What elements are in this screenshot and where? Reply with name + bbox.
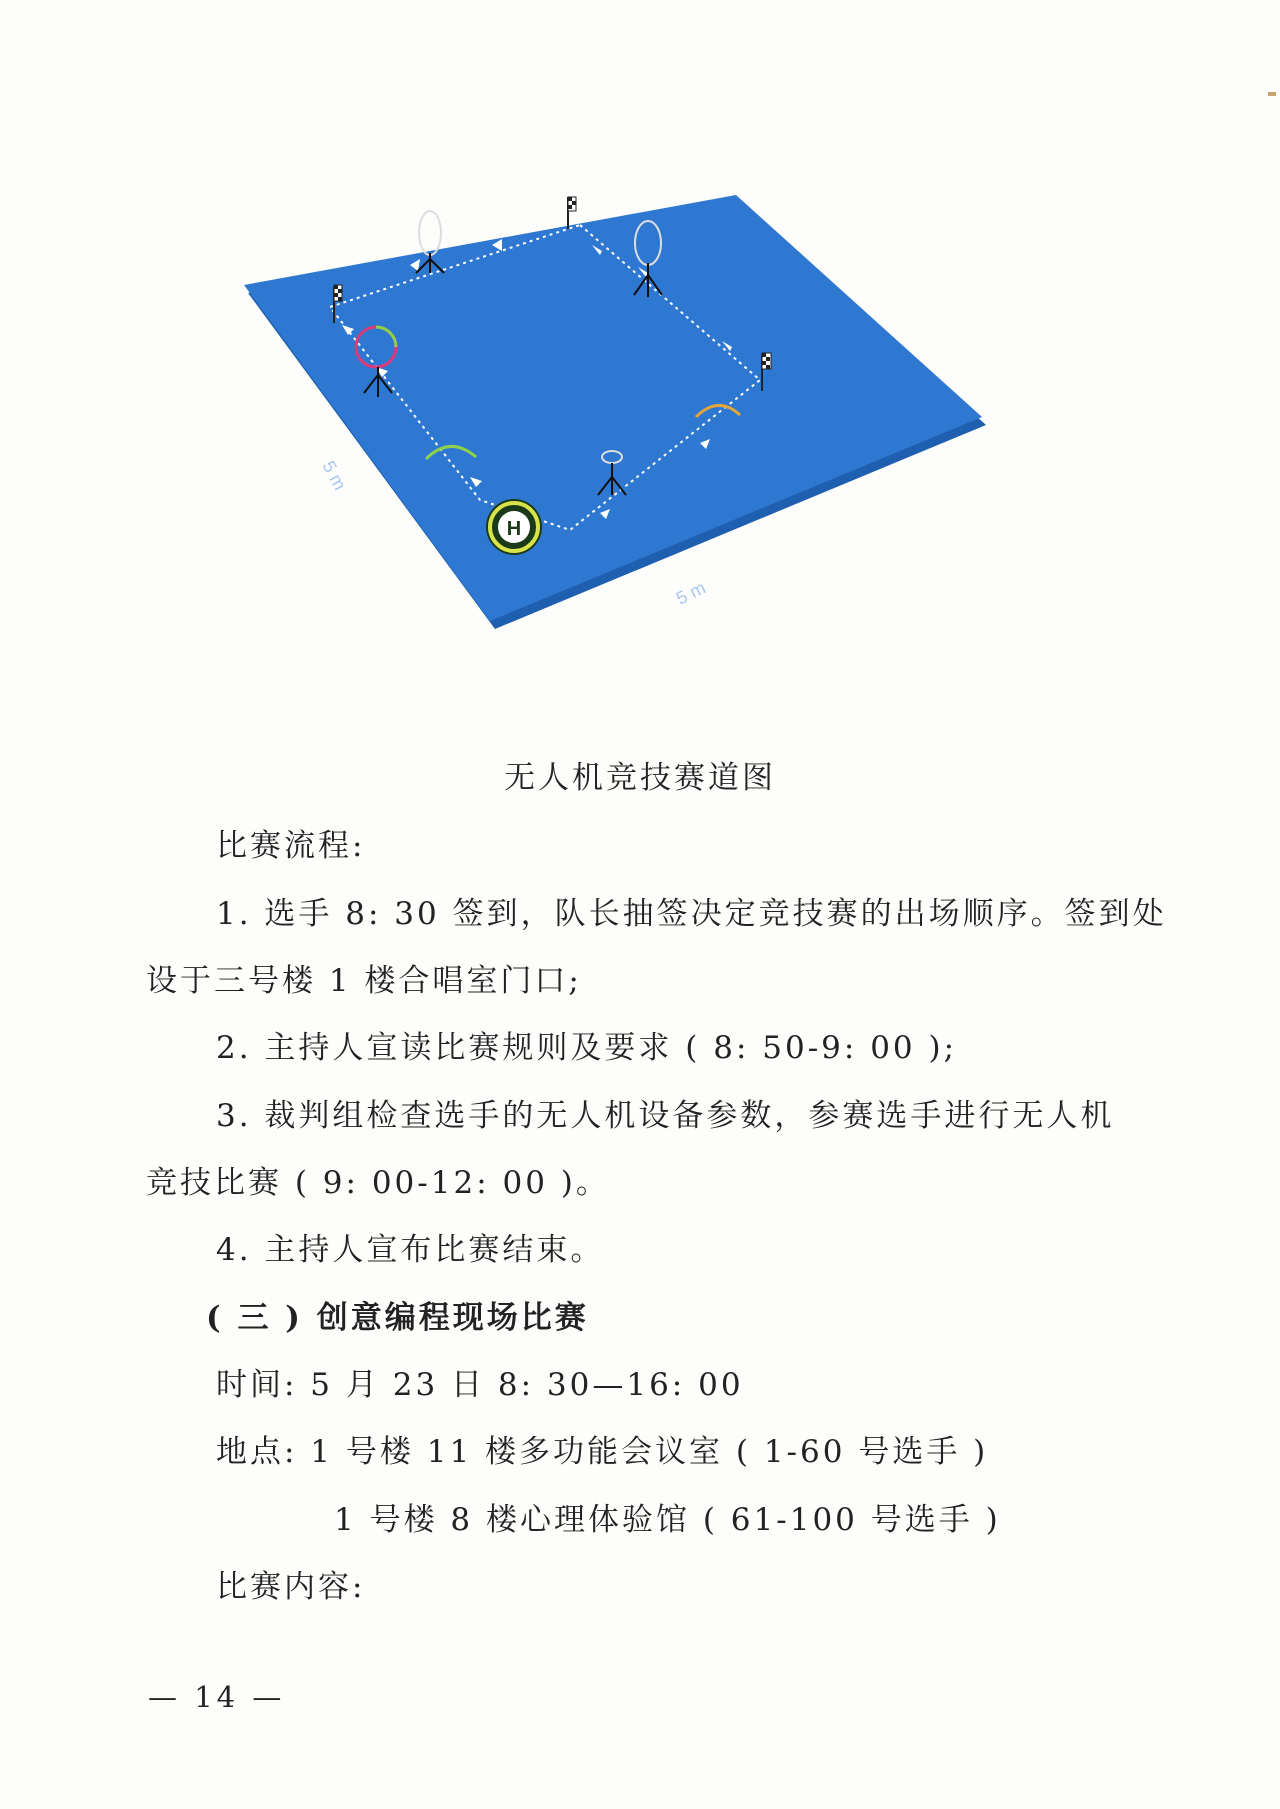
step-1-line-2: 设于三号楼 1 楼合唱室门口; xyxy=(146,963,582,999)
helipad-label: H xyxy=(506,518,522,540)
field xyxy=(244,195,982,621)
step-2: 2. 主持人宣读比赛规则及要求 ( 8: 50-9: 00 ); xyxy=(216,1030,958,1066)
flow-title: 比赛流程: xyxy=(216,828,366,864)
step-3-line-1: 3. 裁判组检查选手的无人机设备参数，参赛选手进行无人机 xyxy=(216,1098,1115,1134)
step-4: 4. 主持人宣布比赛结束。 xyxy=(216,1232,605,1268)
dimension-label-left: 5 m xyxy=(318,457,351,494)
time-line: 时间: 5 月 23 日 8: 30—16: 00 xyxy=(216,1367,744,1403)
flag-icon xyxy=(568,197,576,229)
step-1-line-1: 1. 选手 8: 30 签到，队长抽签决定竞技赛的出场顺序。签到处 xyxy=(216,896,1167,932)
figure-caption: 无人机竞技赛道图 xyxy=(504,760,776,796)
content-title: 比赛内容: xyxy=(216,1569,366,1605)
drone-track-figure xyxy=(240,195,1010,735)
step-3-line-2: 竞技比赛 ( 9: 00-12: 00 )。 xyxy=(146,1165,610,1201)
dimension-label-right: 5 m xyxy=(672,577,709,609)
section-heading: ( 三 ) 创意编程现场比赛 xyxy=(206,1300,589,1336)
location-line-1: 地点: 1 号楼 11 楼多功能会议室 ( 1-60 号选手 ) xyxy=(216,1434,989,1470)
page-number: — 14 — xyxy=(148,1680,286,1714)
drone-track-diagram xyxy=(240,195,1010,735)
location-line-2: 1 号楼 8 楼心理体验馆 ( 61-100 号选手 ) xyxy=(334,1502,1001,1538)
helipad-icon xyxy=(486,499,542,555)
scan-edge-mark xyxy=(1268,92,1276,96)
